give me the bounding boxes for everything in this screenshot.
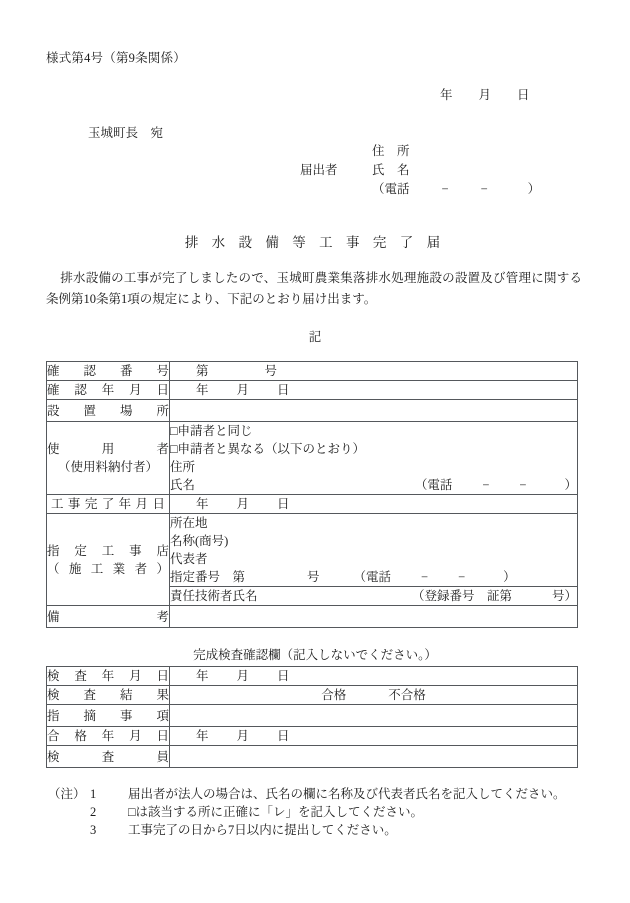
date-day-label: 日: [517, 88, 530, 102]
date-line: [440, 85, 530, 103]
row-label-remarks: [47, 606, 170, 628]
result-pass-option[interactable]: 合格: [321, 688, 347, 702]
submitter-block: [300, 142, 540, 199]
tel-dash-2: −: [480, 182, 488, 196]
body-paragraph-text: 排水設備の工事が完了しましたので、玉城町農業集落排水処理施設の設置及び管理に関する条例第10条第1項の規定により、下記のとおり届け出ます。: [46, 271, 582, 306]
row-label-inspection-date: [47, 667, 170, 686]
tel-close-paren: ）: [503, 570, 516, 584]
notes-head-label: （注）: [48, 787, 86, 801]
registration-number-label: （登録番号 証第: [411, 589, 512, 603]
user-name-tel-row: [170, 476, 577, 494]
row-value-remarks[interactable]: [170, 606, 578, 628]
note-number: 1: [90, 787, 97, 801]
day-label: 日: [277, 669, 290, 683]
name-label: 氏 名: [372, 163, 410, 177]
row-label-completion-date: [47, 495, 170, 514]
label-text: 設 置 場 所: [47, 403, 169, 418]
table-row: [47, 705, 578, 727]
label-text: 確 認 番 号: [47, 364, 169, 378]
table-row: [47, 606, 578, 628]
row-value-inspector[interactable]: [170, 746, 578, 768]
month-label: 月: [236, 729, 250, 743]
checkbox-different-from-applicant[interactable]: □申請者と異なる（以下のとおり）: [170, 442, 366, 456]
label-text: 備 考: [47, 609, 169, 624]
designation-number-label: 指定番号 第: [170, 570, 246, 584]
inspection-section-caption: 完成検査確認欄（記入しないでください。）: [193, 648, 437, 662]
note-item: [48, 821, 566, 839]
tel-open-paren: （電話: [353, 570, 392, 584]
note-number: 3: [90, 823, 97, 837]
row-value-inspection-result[interactable]: [170, 686, 578, 705]
table-row: [47, 667, 578, 686]
tel-open-paren: （電話: [414, 478, 453, 492]
submitter-tel-row: [300, 180, 540, 199]
number-prefix: 第: [196, 364, 209, 378]
row-value-findings[interactable]: [170, 705, 578, 727]
label-text: 検 査 員: [47, 749, 169, 764]
label-text: 使 用 者: [47, 442, 169, 456]
row-value-responsible-engineer[interactable]: [170, 587, 578, 606]
month-label: 月: [236, 669, 250, 683]
engineer-name-label: 責任技術者氏名: [170, 589, 258, 603]
notes-head-spacer: [48, 821, 90, 839]
addressee: 玉城町長 宛: [88, 126, 164, 140]
tel-dash-1: −: [482, 478, 490, 492]
label-text: 指 定 工 事 店: [47, 543, 169, 558]
inspection-table: [46, 666, 578, 768]
tel-close-paren: ）: [527, 182, 541, 196]
row-label-confirmation-number: [47, 362, 170, 381]
year-label: 年: [196, 383, 209, 397]
form-code: 様式第4号（第9条関係）: [46, 51, 186, 65]
note-text: 工事完了の日から7日以内に提出してください。: [128, 823, 397, 837]
date-year-label: 年: [440, 88, 453, 102]
contractor-company-label: 名称(商号): [170, 534, 229, 548]
tel-close-paren: ）: [564, 478, 577, 492]
row-label-installation-place: [47, 400, 170, 422]
address-label: 住 所: [372, 144, 410, 158]
year-label: 年: [196, 729, 209, 743]
note-item: [48, 803, 566, 821]
label-text: 合 格 年 月 日: [47, 729, 169, 743]
table-row: [47, 746, 578, 768]
submitter-blank-label: [300, 142, 372, 161]
body-paragraph: [46, 268, 582, 310]
submitter-address-row: [300, 142, 540, 161]
row-value-confirmation-date[interactable]: [170, 381, 578, 400]
user-name-label: 氏名: [170, 478, 196, 492]
date-month-label: 月: [478, 88, 492, 102]
tel-dash-2: −: [458, 570, 466, 584]
notes-block: [48, 785, 566, 839]
row-label-designated-contractor: [47, 514, 170, 606]
month-label: 月: [236, 497, 250, 511]
main-form-table: [46, 361, 578, 628]
registration-number-suffix: 号）: [551, 589, 577, 603]
row-value-contractor-details[interactable]: [170, 514, 578, 587]
tel-dash-1: −: [441, 182, 449, 196]
label-text: 確 認 年 月 日: [47, 383, 169, 397]
row-value-inspection-date[interactable]: [170, 667, 578, 686]
table-row: [47, 422, 578, 495]
table-row: [47, 727, 578, 746]
number-suffix: 号: [264, 364, 278, 378]
label-sub-text: （ 施 工 業 者 ）: [47, 561, 169, 576]
note-item: [48, 785, 566, 803]
user-address-label: 住所: [170, 460, 196, 474]
table-row: [47, 514, 578, 587]
year-label: 年: [196, 669, 209, 683]
label-text: 検 査 年 月 日: [47, 669, 169, 683]
tel-dash-2: −: [519, 478, 527, 492]
document-title: 排 水 設 備 等 工 事 完 了 届: [184, 235, 446, 250]
label-text: 指 摘 事 項: [47, 708, 169, 723]
row-label-user: [47, 422, 170, 495]
submitter-label: 届出者: [300, 163, 338, 177]
table-row: [47, 400, 578, 422]
contractor-tel-group: [354, 570, 516, 584]
result-fail-option[interactable]: 不合格: [388, 688, 426, 702]
engineer-registration-group: [412, 587, 577, 605]
tel-dash-1: −: [421, 570, 429, 584]
table-row: [47, 381, 578, 400]
label-text: 工 事 完 了 年 月 日: [51, 497, 165, 511]
submitter-name-row: [300, 161, 540, 180]
table-row: [47, 362, 578, 381]
note-text: □は該当する所に正確に「レ」を記入してください。: [128, 805, 424, 819]
row-value-user[interactable]: [170, 422, 578, 495]
note-text: 届出者が法人の場合は、氏名の欄に名称及び代表者氏名を記入してください。: [128, 787, 566, 801]
row-label-findings: [47, 705, 170, 727]
user-tel-group: [415, 476, 577, 494]
row-label-inspection-result: [47, 686, 170, 705]
day-label: 日: [277, 383, 290, 397]
label-text: 検 査 結 果: [47, 688, 169, 702]
contractor-designation-row: [170, 568, 577, 586]
row-value-completion-date[interactable]: [170, 495, 578, 514]
note-number: 2: [90, 805, 97, 819]
row-value-confirmation-number[interactable]: [170, 362, 578, 381]
month-label: 月: [236, 383, 250, 397]
day-label: 日: [277, 497, 290, 511]
notes-head-spacer: [48, 803, 90, 821]
designation-number-suffix: 号: [307, 570, 320, 584]
row-label-inspector: [47, 746, 170, 768]
day-label: 日: [277, 729, 290, 743]
contractor-representative-label: 代表者: [170, 552, 208, 566]
table-row: [47, 686, 578, 705]
contractor-location-label: 所在地: [170, 516, 208, 530]
row-value-installation-place[interactable]: [170, 400, 578, 422]
label-sub-text: （使用料納付者）: [57, 460, 158, 474]
row-label-confirmation-date: [47, 381, 170, 400]
table-row: [47, 495, 578, 514]
row-value-pass-date[interactable]: [170, 727, 578, 746]
ki-mark: 記: [308, 330, 322, 344]
row-label-pass-date: [47, 727, 170, 746]
year-label: 年: [196, 497, 209, 511]
checkbox-same-as-applicant[interactable]: □申請者と同じ: [170, 424, 253, 438]
tel-open-paren: （電話: [372, 182, 410, 196]
